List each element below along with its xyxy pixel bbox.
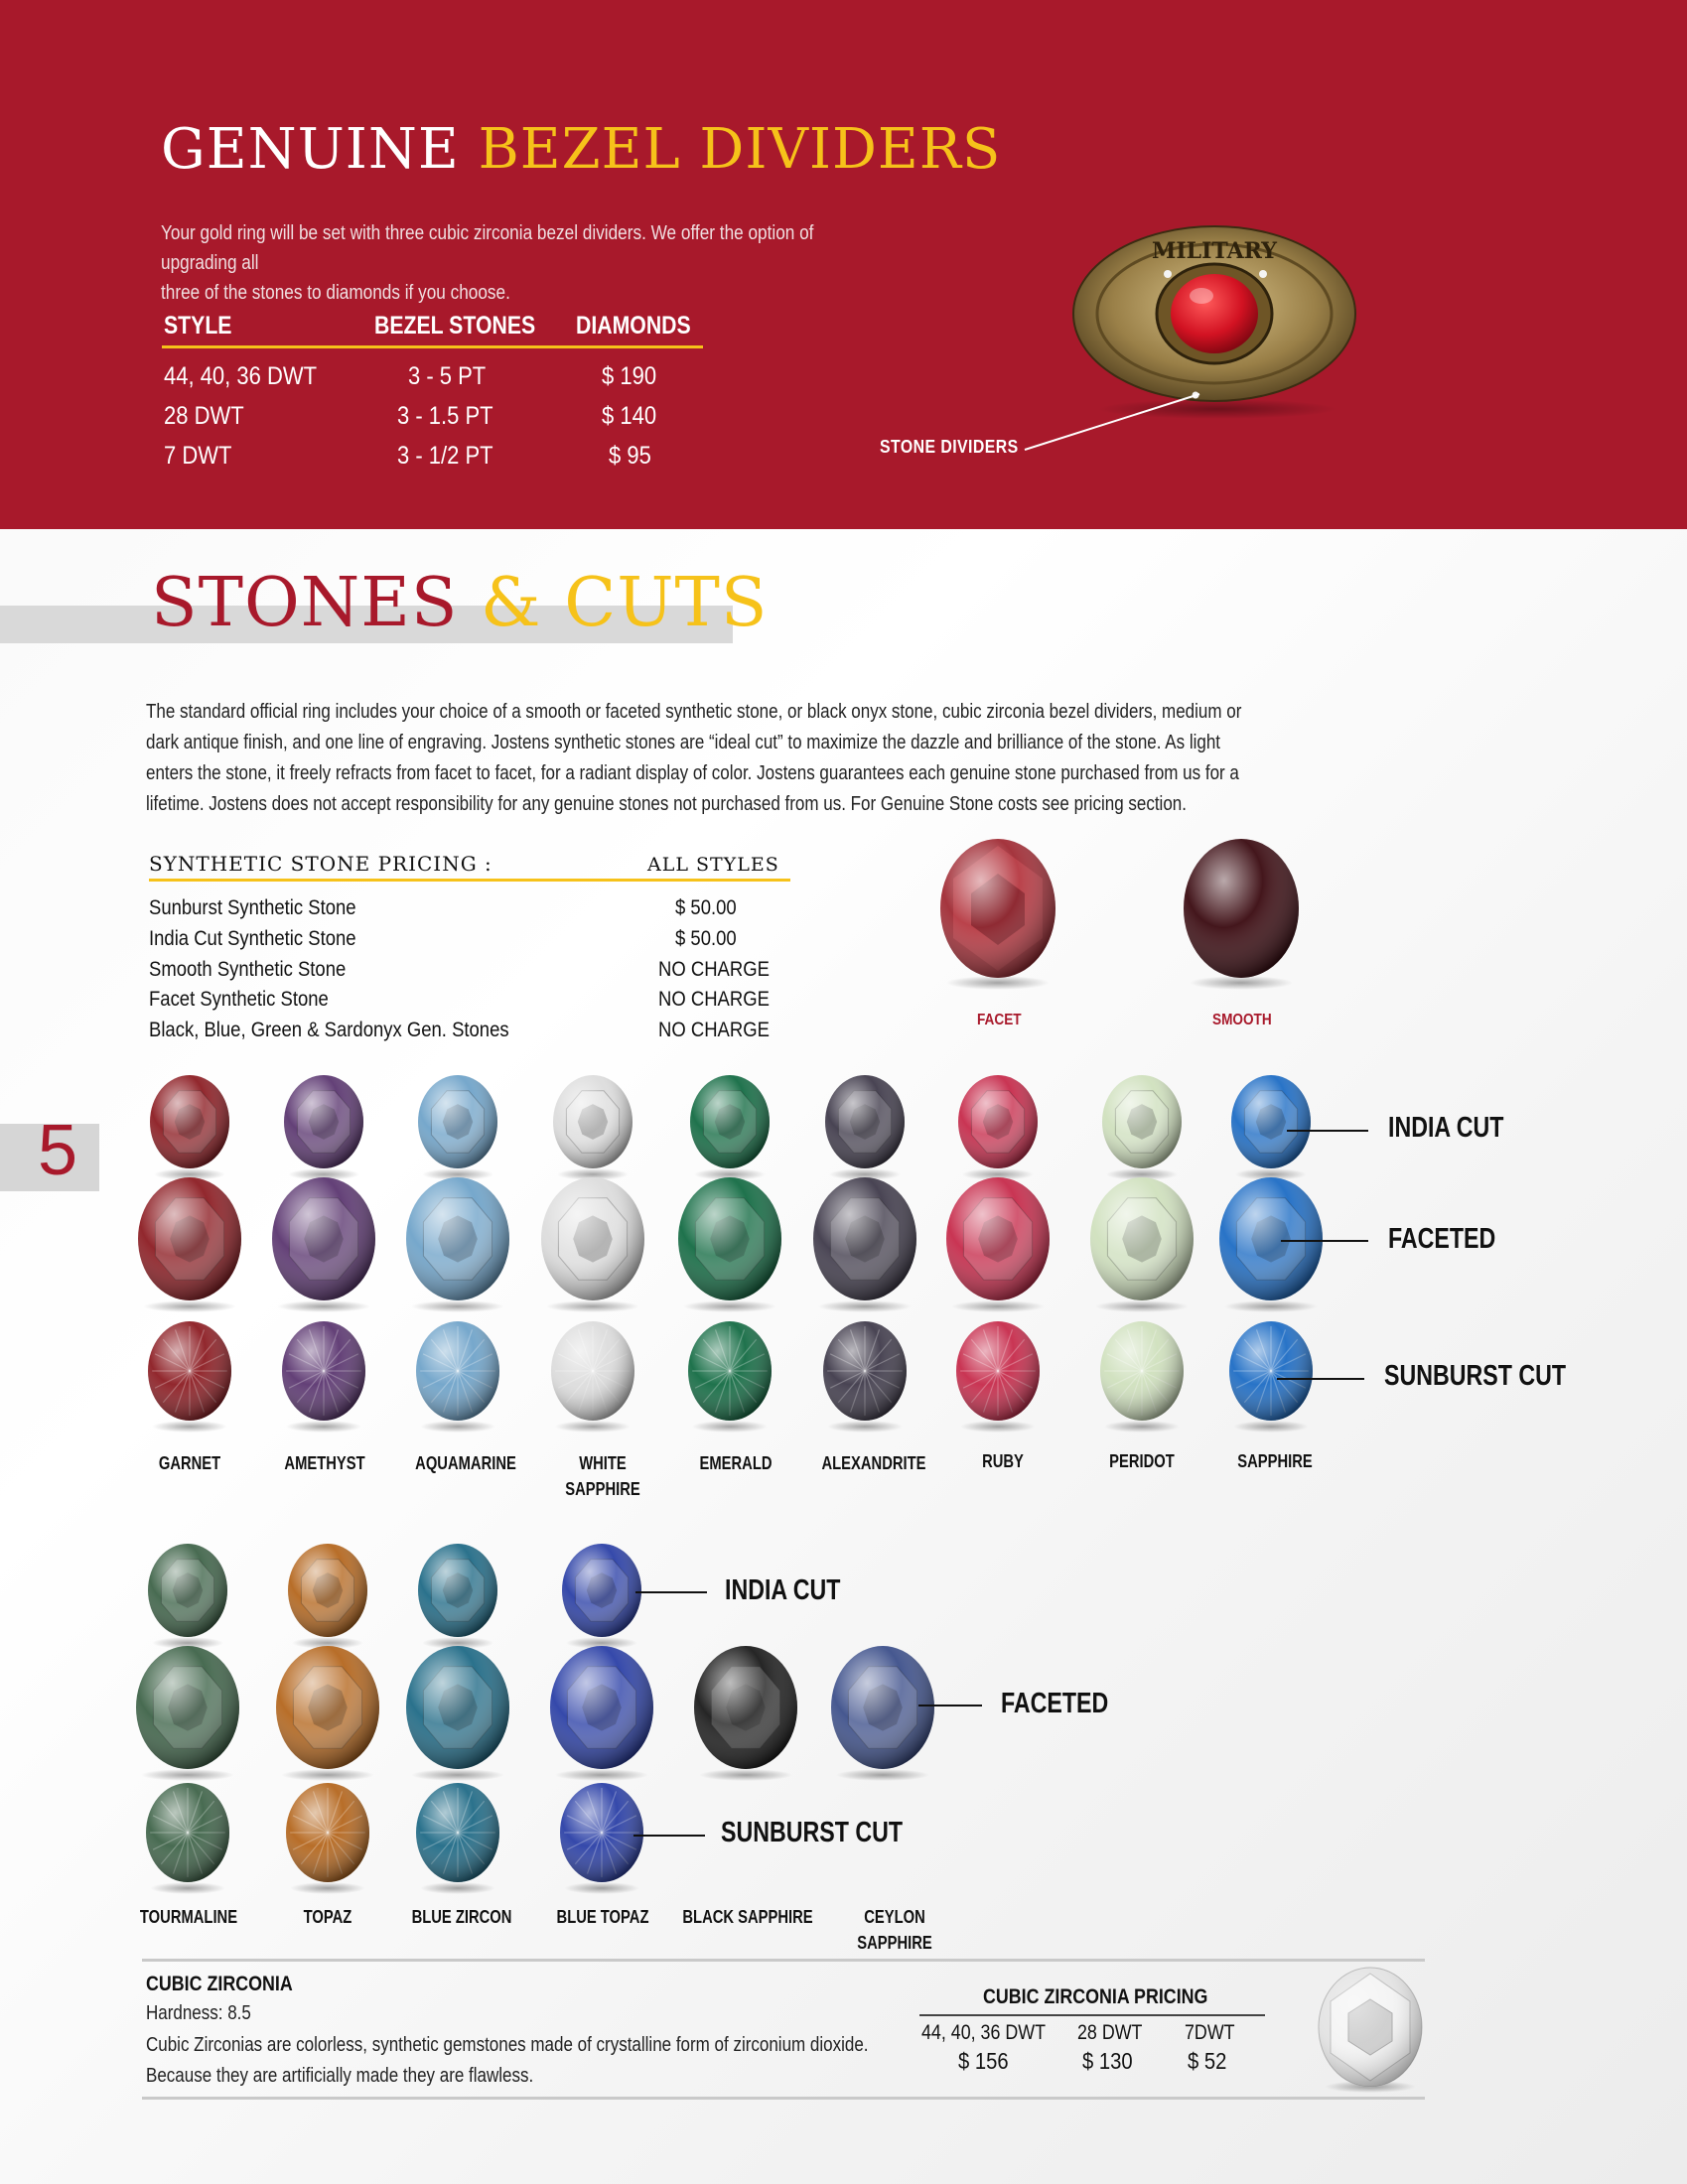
sunburst-cut-label-2: SUNBURST CUT (721, 1817, 904, 1848)
bezel-intro-line-2: three of the stones to diamonds if you choose. (161, 282, 510, 304)
peridot--faceted-gem (1090, 1177, 1194, 1312)
synthetic-pricing-rule (149, 879, 790, 882)
bezel-header-style: STYLE (164, 312, 232, 340)
cubic-zirconia-gem (1311, 1966, 1430, 2095)
tourmaline-faceted-gem (136, 1646, 239, 1781)
facet-label: FACET (977, 1012, 1022, 1028)
stones-title-gold: & CUTS (481, 564, 769, 642)
cz-bottom-rule (142, 2097, 1425, 2100)
india-cut-pointer-2 (635, 1591, 707, 1593)
cz-col-2: 28 DWT (1077, 2021, 1143, 2044)
stones-title-red: STONES (151, 564, 459, 642)
faceted-label-2: FACETED (1001, 1688, 1109, 1719)
gem-name-sapphire: SAPPHIRE (1237, 1451, 1313, 1471)
pricing-row-price: NO CHARGE (658, 988, 770, 1011)
aquamarine--india-gem (418, 1075, 497, 1180)
sunburst-cut-pointer-2 (633, 1835, 705, 1837)
synthetic-pricing-heading: SYNTHETIC STONE PRICING : (149, 852, 492, 876)
bezel-row-1-stones: 3 - 5 PT (408, 362, 487, 390)
bezel-row-2-diamonds: $ 140 (602, 402, 657, 430)
gem-grid-bottom (124, 1529, 978, 1906)
white-sapphire-sunburst-gem (551, 1321, 634, 1433)
bezel-title-white: GENUINE (161, 117, 460, 182)
gem-name-garnet: GARNET (158, 1453, 221, 1473)
pricing-row-name: Smooth Synthetic Stone (149, 958, 347, 981)
gem-name-ruby: RUBY (982, 1451, 1024, 1471)
class-ring-image (1070, 210, 1358, 421)
cz-top-rule (142, 1959, 1425, 1962)
india-cut-pointer (1287, 1130, 1368, 1132)
bezel-row-3-stones: 3 - 1/2 PT (397, 442, 493, 470)
white-sapphire-india-gem (553, 1075, 633, 1180)
gem-name-amethyst: AMETHYST (284, 1453, 365, 1473)
blue-topaz-faceted-gem (550, 1646, 653, 1781)
pricing-row-name: Sunburst Synthetic Stone (149, 896, 356, 919)
bezel-intro-line-1: Your gold ring will be set with three cubic zirconia bezel dividers. We offer the option of upgrading all (161, 222, 814, 274)
gem-name-tourmaline: TOURMALINE (139, 1907, 238, 1927)
amethyst--faceted-gem (272, 1177, 375, 1312)
blue-zircon-sunburst-gem (416, 1783, 499, 1894)
white-sapphire-faceted-gem (541, 1177, 644, 1312)
ceylon-sapphire-faceted-gem (831, 1646, 934, 1781)
garnet--india-gem (150, 1075, 229, 1180)
cz-title: CUBIC ZIRCONIA (146, 1973, 293, 1995)
gem-name-alexandrite: ALEXANDRITE (821, 1453, 926, 1473)
amethyst--sunburst-gem (282, 1321, 365, 1433)
black-sapphire-faceted-gem (694, 1646, 797, 1781)
bezel-row-2-style: 28 DWT (164, 402, 244, 430)
alexandrite--india-gem (825, 1075, 905, 1180)
smooth-label: SMOOTH (1212, 1012, 1272, 1028)
sapphire--faceted-gem (1219, 1177, 1323, 1312)
ruby--sunburst-gem (956, 1321, 1040, 1433)
bezel-row-3-diamonds: $ 95 (609, 442, 651, 470)
india-cut-label: INDIA CUT (1388, 1112, 1504, 1144)
cz-col-1: 44, 40, 36 DWT (921, 2021, 1047, 2044)
pricing-row-price: $ 50.00 (675, 927, 737, 950)
cz-price-1: $ 156 (958, 2048, 1009, 2074)
gem-name-emerald: EMERALD (699, 1453, 773, 1473)
bezel-title (161, 117, 1001, 182)
sapphire--sunburst-gem (1229, 1321, 1313, 1433)
cz-pricing-rule (919, 2014, 1265, 2016)
sunburst-cut-pointer (1277, 1378, 1364, 1380)
cz-description: Cubic Zirconias are colorless, synthetic gemstones made of crystalline form of zirconium dioxide. Because they are artificially made they are flawless. (146, 2034, 869, 2087)
pricing-row-name: Facet Synthetic Stone (149, 988, 329, 1011)
alexandrite--sunburst-gem (823, 1321, 907, 1433)
tourmaline-india-gem (148, 1544, 227, 1649)
emerald--india-gem (690, 1075, 770, 1180)
faceted-label: FACETED (1388, 1223, 1496, 1255)
gem-name-peridot: PERIDOT (1109, 1451, 1175, 1471)
aquamarine--faceted-gem (406, 1177, 509, 1312)
topaz-faceted-gem (276, 1646, 379, 1781)
faceted-pointer (1281, 1240, 1368, 1242)
pricing-row-price: NO CHARGE (658, 1019, 770, 1041)
pricing-row-price: NO CHARGE (658, 958, 770, 981)
facet-example-gem (933, 834, 1062, 993)
gem-name-white-sapphire: WHITE SAPPHIRE (565, 1453, 640, 1499)
pricing-row-price: $ 50.00 (675, 896, 737, 919)
gem-name-blue-zircon: BLUE ZIRCON (411, 1907, 512, 1927)
gem-name-aquamarine: AQUAMARINE (415, 1453, 516, 1473)
tourmaline-sunburst-gem (146, 1783, 229, 1894)
blue-zircon-faceted-gem (406, 1646, 509, 1781)
bezel-title-gold: BEZEL DIVIDERS (478, 117, 1002, 182)
gem-name-black-sapphire: BLACK SAPPHIRE (682, 1907, 813, 1927)
gem-name-blue-topaz: BLUE TOPAZ (556, 1907, 649, 1927)
synthetic-pricing-column: ALL STYLES (647, 854, 779, 876)
emerald--sunburst-gem (688, 1321, 772, 1433)
stone-dividers-pointer (1023, 392, 1201, 452)
aquamarine--sunburst-gem (416, 1321, 499, 1433)
gem-name-topaz: TOPAZ (303, 1907, 352, 1927)
peridot--india-gem (1102, 1075, 1182, 1180)
stone-dividers-label: STONE DIVIDERS (880, 437, 1019, 457)
ruby--india-gem (958, 1075, 1038, 1180)
smooth-example-gem (1177, 834, 1306, 993)
bezel-header-diamonds: DIAMONDS (576, 312, 691, 340)
bezel-row-3-style: 7 DWT (164, 442, 232, 470)
cz-pricing-title: CUBIC ZIRCONIA PRICING (983, 1985, 1208, 2008)
garnet--faceted-gem (138, 1177, 241, 1312)
stones-paragraph: The standard official ring includes your choice of a smooth or faceted synthetic stone, or black onyx stone, cubic zirconia bezel dividers, medium or dark antique finish, and one line of engraving. Jostens synthetic stones are “ideal cut” to maximize the dazzle and brilliance of the stone. As light enters the stone, it freely refracts from facet to facet, for a radiant display of color. Jostens guarantees each genuine stone purchased from us for a lifetime. Jostens does not accept responsibility for any genuine stones not purchased from us. For Genuine Stone costs see pricing section. (146, 701, 1242, 815)
alexandrite--faceted-gem (813, 1177, 916, 1312)
blue-zircon-india-gem (418, 1544, 497, 1649)
stones-cuts-title (151, 564, 768, 642)
topaz-sunburst-gem (286, 1783, 369, 1894)
faceted-pointer-2 (918, 1705, 982, 1706)
cz-price-2: $ 130 (1082, 2048, 1133, 2074)
bezel-row-2-stones: 3 - 1.5 PT (397, 402, 493, 430)
cz-hardness: Hardness: 8.5 (146, 2002, 251, 2024)
cz-col-3: 7DWT (1185, 2021, 1235, 2044)
gem-grid-top (124, 1060, 1336, 1447)
sapphire--india-gem (1231, 1075, 1311, 1180)
topaz-india-gem (288, 1544, 367, 1649)
emerald--faceted-gem (678, 1177, 781, 1312)
bezel-header-stones: BEZEL STONES (374, 312, 536, 340)
ring-engraving: MILITARY (1152, 238, 1277, 264)
garnet--sunburst-gem (148, 1321, 231, 1433)
bezel-header-rule (162, 345, 703, 348)
pricing-row-name: Black, Blue, Green & Sardonyx Gen. Stones (149, 1019, 509, 1041)
bezel-row-1-diamonds: $ 190 (602, 362, 657, 390)
peridot--sunburst-gem (1100, 1321, 1184, 1433)
bezel-intro (161, 218, 870, 308)
sunburst-cut-label: SUNBURST CUT (1384, 1360, 1567, 1392)
gem-name-ceylon-sapphire: CEYLON SAPPHIRE (857, 1907, 932, 1953)
cz-price-3: $ 52 (1188, 2048, 1227, 2074)
pricing-row-name: India Cut Synthetic Stone (149, 927, 356, 950)
bezel-row-1-style: 44, 40, 36 DWT (164, 362, 318, 390)
blue-topaz-sunburst-gem (560, 1783, 643, 1894)
blue-topaz-india-gem (562, 1544, 641, 1649)
page-number: 5 (38, 1111, 78, 1190)
ruby--faceted-gem (946, 1177, 1050, 1312)
india-cut-label-2: INDIA CUT (725, 1574, 841, 1606)
amethyst--india-gem (284, 1075, 363, 1180)
